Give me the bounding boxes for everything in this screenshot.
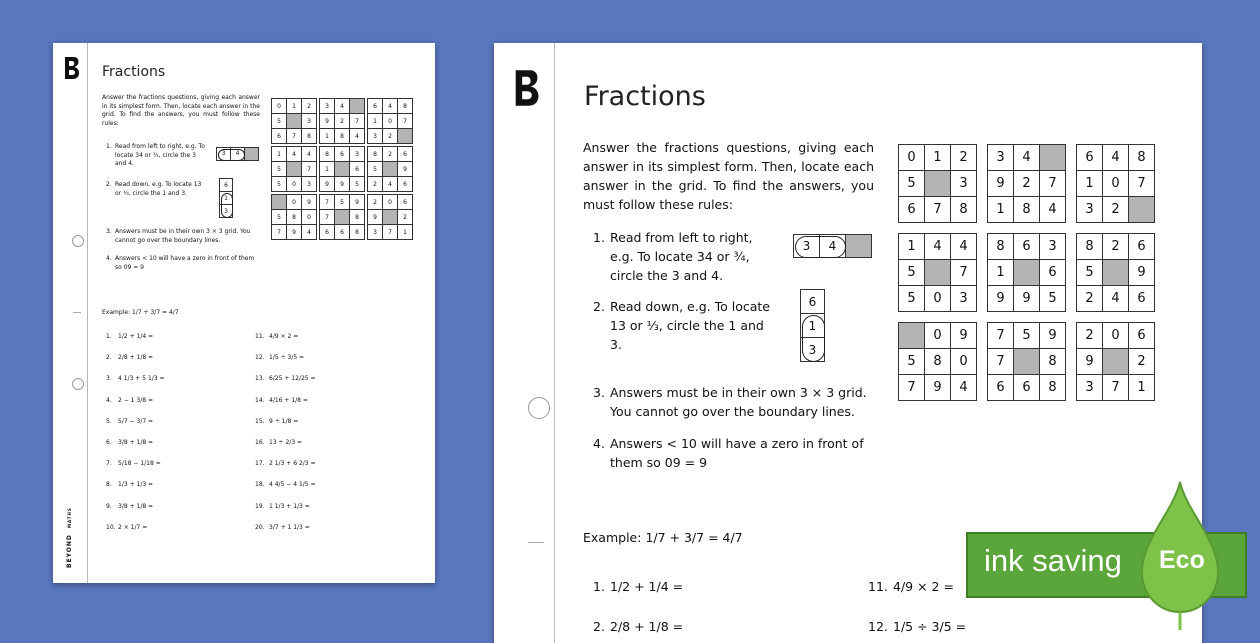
grid-cell: 0	[1102, 170, 1129, 197]
grid-cell	[286, 161, 302, 177]
grid-cell: 1	[367, 113, 383, 129]
grid-cell: 6	[1128, 285, 1155, 312]
grid-cell: 8	[924, 348, 951, 375]
example-line: Example: 1/7 + 3/7 = 4/7	[583, 530, 743, 545]
grid-cell: 4	[950, 233, 977, 260]
grid-cell: 5	[1039, 285, 1066, 312]
rule-3: 3. Answers must be in their own 3 × 3 grid. You cannot go over the boundary lines.	[593, 385, 867, 419]
demo-cell: 6	[800, 289, 825, 314]
grid-cell: 7	[987, 322, 1014, 349]
grid-cell: 9	[319, 176, 335, 192]
grid-cell: 3	[987, 144, 1014, 171]
beyond-logo-icon	[510, 67, 544, 109]
grid-cell: 8	[950, 196, 977, 223]
punch-hole	[72, 235, 84, 247]
demo-cell: 3	[800, 337, 825, 362]
grid-cell: 7	[950, 259, 977, 286]
grid-cell: 9	[367, 209, 383, 225]
grid-cell: 2	[950, 144, 977, 171]
rule-1: 1. Read from left to right, e.g. To locate 34 or ¾, circle the 3 and 4.	[593, 230, 753, 283]
circle-mark	[218, 149, 245, 161]
grid-cell: 5	[1076, 259, 1103, 286]
grid-cell: 2	[367, 176, 383, 192]
grid-cell: 4	[1102, 144, 1129, 171]
grid-cell: 4	[349, 128, 365, 144]
grid-cell: 1	[1076, 170, 1103, 197]
example-line: Example: 1/7 + 3/7 = 4/7	[102, 309, 179, 316]
grid-cell: 5	[898, 348, 925, 375]
grid-cell	[1128, 196, 1155, 223]
grid-cell	[1013, 259, 1040, 286]
demo-cell: 4	[230, 147, 245, 161]
question-item: 18. 4 4/5 − 4 1/5 =	[255, 481, 316, 489]
grid-cell: 2	[1076, 285, 1103, 312]
demo-cell: 3	[793, 234, 820, 258]
grid-cell: 9	[924, 374, 951, 401]
grid-cell: 7	[349, 113, 365, 129]
grid-cell: 0	[286, 194, 302, 210]
grid-cell: 8	[1076, 233, 1103, 260]
instructions: Answer the fractions questions, giving each answer in its simplest form. Then, locate each answer in the grid. To find the answers, you must follow these rules:	[583, 140, 874, 212]
grid-cell: 0	[271, 98, 287, 114]
grid-cell: 7	[319, 194, 335, 210]
page-title: Fractions	[584, 81, 706, 112]
grid-cell: 2	[1128, 348, 1155, 375]
grid-cell: 6	[397, 194, 413, 210]
punch-hole	[528, 397, 550, 419]
question-item: 12. 1/5 ÷ 3/5 =	[255, 354, 305, 362]
grid-cell: 4	[1039, 196, 1066, 223]
question-item: 2. 2/8 + 1/8 =	[106, 354, 154, 362]
grid-cell: 2	[334, 113, 350, 129]
grid-cell: 6	[271, 128, 287, 144]
question-item: 12. 1/5 ÷ 3/5 =	[868, 619, 967, 634]
grid-cell: 0	[301, 209, 317, 225]
grid-cell: 2	[382, 146, 398, 162]
question-item: 19. 1 1/3 + 1/3 =	[255, 502, 310, 510]
grid-cell: 5	[271, 161, 287, 177]
grid-cell: 1	[987, 259, 1014, 286]
grid-cell: 3	[319, 98, 335, 114]
grid-cell: 8	[1039, 374, 1066, 401]
grid-cell: 0	[924, 285, 951, 312]
grid-cell: 0	[382, 113, 398, 129]
grid-cell: 1	[397, 224, 413, 240]
question-item: 16. 13 ÷ 2/3 =	[255, 439, 303, 446]
grid-cell: 1	[924, 144, 951, 171]
grid-cell: 6	[349, 161, 365, 177]
grid-cell: 9	[950, 322, 977, 349]
rule-2: 2. Read down, e.g. To locate 13 or ⅓, circle the 1 and 3.	[593, 299, 770, 352]
grid-cell: 6	[397, 146, 413, 162]
grid-cell: 7	[301, 161, 317, 177]
grid-cell: 6	[1013, 374, 1040, 401]
grid-cell: 3	[301, 113, 317, 129]
grid-cell: 0	[286, 176, 302, 192]
margin-line	[554, 43, 555, 643]
punch-hole	[72, 378, 84, 390]
grid-cell: 4	[301, 146, 317, 162]
question-item: 5. 5/7 − 3/7 =	[106, 417, 154, 425]
grid-cell	[1102, 348, 1129, 375]
grid-cell: 1	[987, 196, 1014, 223]
margin-line	[87, 43, 88, 583]
grid-cell: 4	[382, 98, 398, 114]
grid-cell: 8	[349, 224, 365, 240]
grid-cell: 7	[286, 128, 302, 144]
grid-cell: 8	[1013, 196, 1040, 223]
grid-cell: 6	[1128, 322, 1155, 349]
page-title: Fractions	[102, 64, 166, 80]
grid-cell: 3	[367, 224, 383, 240]
grid-cell: 0	[1102, 322, 1129, 349]
grid-cell: 7	[1128, 170, 1155, 197]
question-item: 2. 2/8 + 1/8 =	[593, 619, 684, 634]
grid-cell: 2	[367, 194, 383, 210]
grid-cell: 1	[898, 233, 925, 260]
demo-cell	[845, 234, 872, 258]
grid-cell: 9	[1076, 348, 1103, 375]
grid-cell: 9	[1013, 285, 1040, 312]
grid-cell	[924, 170, 951, 197]
grid-cell: 3	[301, 176, 317, 192]
grid-cell: 7	[898, 374, 925, 401]
grid-cell: 2	[1102, 233, 1129, 260]
eco-label: Eco	[1159, 546, 1205, 574]
grid-cell: 7	[1102, 374, 1129, 401]
grid-cell: 7	[397, 113, 413, 129]
grid-cell: 6	[1128, 233, 1155, 260]
demo-cell: 1	[219, 191, 233, 205]
grid-cell: 5	[898, 285, 925, 312]
grid-cell: 4	[950, 374, 977, 401]
grid-cell: 4	[382, 176, 398, 192]
grid-cell	[924, 259, 951, 286]
grid-cell: 2	[1013, 170, 1040, 197]
grid-cell	[382, 161, 398, 177]
grid-cell: 5	[1013, 322, 1040, 349]
grid-cell: 9	[319, 113, 335, 129]
grid-cell: 3	[1039, 233, 1066, 260]
grid-cell: 5	[367, 161, 383, 177]
grid-cell: 9	[1039, 322, 1066, 349]
question-item: 11. 4/9 × 2 =	[868, 579, 954, 594]
grid-cell: 8	[1128, 144, 1155, 171]
question-item: 13. 6/25 + 12/25 =	[255, 375, 316, 383]
grid-cell: 4	[1013, 144, 1040, 171]
grid-cell: 8	[1039, 348, 1066, 375]
grid-cell: 4	[1102, 285, 1129, 312]
question-item: 20. 3/7 + 1 1/3 =	[255, 523, 310, 531]
fold-mark	[73, 312, 81, 313]
grid-cell: 5	[271, 209, 287, 225]
circle-mark	[802, 315, 825, 362]
grid-cell: 6	[987, 374, 1014, 401]
question-item: 6. 3/8 + 1/8 =	[106, 439, 154, 446]
grid-cell: 8	[397, 98, 413, 114]
grid-cell: 3	[950, 170, 977, 197]
grid-cell: 9	[334, 176, 350, 192]
grid-cell: 6	[1039, 259, 1066, 286]
question-item: 11. 4/9 × 2 =	[255, 333, 299, 340]
grid-cell: 9	[987, 170, 1014, 197]
grid-cell: 3	[950, 285, 977, 312]
grid-cell: 5	[334, 194, 350, 210]
grid-cell: 0	[898, 144, 925, 171]
grid-cell	[898, 322, 925, 349]
question-item: 8. 1/3 + 1/3 =	[106, 481, 154, 489]
grid-cell: 4	[301, 224, 317, 240]
grid-cell: 2	[397, 209, 413, 225]
grid-cell: 1	[271, 146, 287, 162]
grid-cell	[1102, 259, 1129, 286]
demo-cell: 6	[219, 178, 233, 192]
grid-cell: 7	[271, 224, 287, 240]
grid-cell: 6	[397, 176, 413, 192]
worksheet-thumbnail	[53, 43, 435, 583]
question-item: 9. 3/8 + 1/8 =	[106, 502, 154, 510]
grid-cell: 4	[286, 146, 302, 162]
grid-cell: 6	[319, 224, 335, 240]
demo-cell: 1	[800, 313, 825, 338]
grid-cell: 2	[1076, 322, 1103, 349]
question-item: 14. 4/16 + 1/8 =	[255, 396, 308, 404]
demo-cell	[244, 147, 259, 161]
question-item: 10. 2 × 1/7 =	[106, 523, 148, 531]
question-item: 15. 9 ÷ 1/8 =	[255, 417, 299, 425]
circle-mark	[795, 236, 846, 258]
rule-4: 4. Answers < 10 will have a zero in front of them so 09 = 9	[593, 436, 864, 470]
grid-cell: 8	[349, 209, 365, 225]
grid-cell: 3	[1076, 374, 1103, 401]
grid-cell	[286, 113, 302, 129]
grid-cell: 2	[301, 98, 317, 114]
grid-cell: 0	[950, 348, 977, 375]
question-item: 17. 2 1/3 + 6 2/3 =	[255, 460, 316, 468]
grid-cell: 6	[334, 146, 350, 162]
grid-cell: 9	[349, 194, 365, 210]
question-item: 3. 4 1/3 + 5 1/3 =	[106, 375, 165, 383]
question-item: 4. 2 − 1 3/8 =	[106, 396, 153, 404]
demo-cell: 3	[219, 204, 233, 218]
grid-cell: 4	[924, 233, 951, 260]
grid-cell: 5	[349, 176, 365, 192]
beyond-logo-icon	[62, 55, 82, 81]
grid-cell: 0	[382, 194, 398, 210]
grid-cell: 2	[382, 128, 398, 144]
grid-cell: 8	[334, 128, 350, 144]
grid-cell: 5	[271, 176, 287, 192]
rule-4: 4. Answers < 10 will have a zero in front of them so 09 = 9	[106, 255, 255, 271]
question-item: 1. 1/2 + 1/4 =	[106, 333, 154, 340]
grid-cell	[334, 161, 350, 177]
demo-cell: 4	[819, 234, 846, 258]
question-item: 1. 1/2 + 1/4 =	[593, 579, 684, 594]
grid-cell: 5	[271, 113, 287, 129]
grid-cell: 7	[319, 209, 335, 225]
grid-cell: 8	[301, 128, 317, 144]
grid-cell	[271, 194, 287, 210]
grid-cell: 6	[367, 98, 383, 114]
brand-label: BEYOND MATHS	[66, 507, 73, 568]
grid-cell: 7	[1039, 170, 1066, 197]
grid-cell: 9	[987, 285, 1014, 312]
grid-cell: 8	[319, 146, 335, 162]
grid-cell: 3	[349, 146, 365, 162]
grid-cell: 9	[301, 194, 317, 210]
grid-cell: 9	[286, 224, 302, 240]
grid-cell: 1	[319, 161, 335, 177]
grid-cell: 9	[1128, 259, 1155, 286]
grid-cell: 5	[898, 259, 925, 286]
grid-cell: 8	[367, 146, 383, 162]
grid-cell: 7	[382, 224, 398, 240]
fold-mark	[528, 542, 544, 543]
grid-cell: 3	[367, 128, 383, 144]
grid-cell: 7	[987, 348, 1014, 375]
rule-3: 3. Answers must be in their own 3 × 3 grid. You cannot go over the boundary lines.	[106, 228, 251, 244]
ink-saving-label: ink saving	[984, 543, 1122, 578]
instructions: Answer the fractions questions, giving each answer in its simplest form. Then, locate each answer in the grid. To find the answers, you must follow these rules:	[102, 94, 260, 128]
grid-cell: 4	[334, 98, 350, 114]
grid-cell: 1	[319, 128, 335, 144]
grid-cell: 1	[1128, 374, 1155, 401]
grid-cell	[382, 209, 398, 225]
grid-cell: 2	[1102, 196, 1129, 223]
grid-cell	[1013, 348, 1040, 375]
grid-cell: 9	[397, 161, 413, 177]
grid-cell: 8	[286, 209, 302, 225]
grid-cell: 6	[1076, 144, 1103, 171]
grid-cell: 1	[286, 98, 302, 114]
question-item: 7. 5/18 − 1/18 =	[106, 460, 161, 468]
demo-cell: 3	[216, 147, 231, 161]
grid-cell: 6	[1013, 233, 1040, 260]
grid-cell: 5	[898, 170, 925, 197]
grid-cell: 7	[924, 196, 951, 223]
grid-cell: 8	[987, 233, 1014, 260]
rule-2: 2. Read down, e.g. To locate 13 or ⅓, circle the 1 and 3.	[106, 181, 202, 197]
circle-mark	[221, 193, 233, 218]
grid-cell: 6	[898, 196, 925, 223]
grid-cell	[334, 209, 350, 225]
grid-cell	[1039, 144, 1066, 171]
grid-cell: 3	[1076, 196, 1103, 223]
rule-1: 1. Read from left to right, e.g. To locate 34 or ¾, circle the 3 and 4.	[106, 143, 205, 168]
grid-cell: 0	[924, 322, 951, 349]
grid-cell	[397, 128, 413, 144]
grid-cell: 6	[334, 224, 350, 240]
grid-cell	[349, 98, 365, 114]
